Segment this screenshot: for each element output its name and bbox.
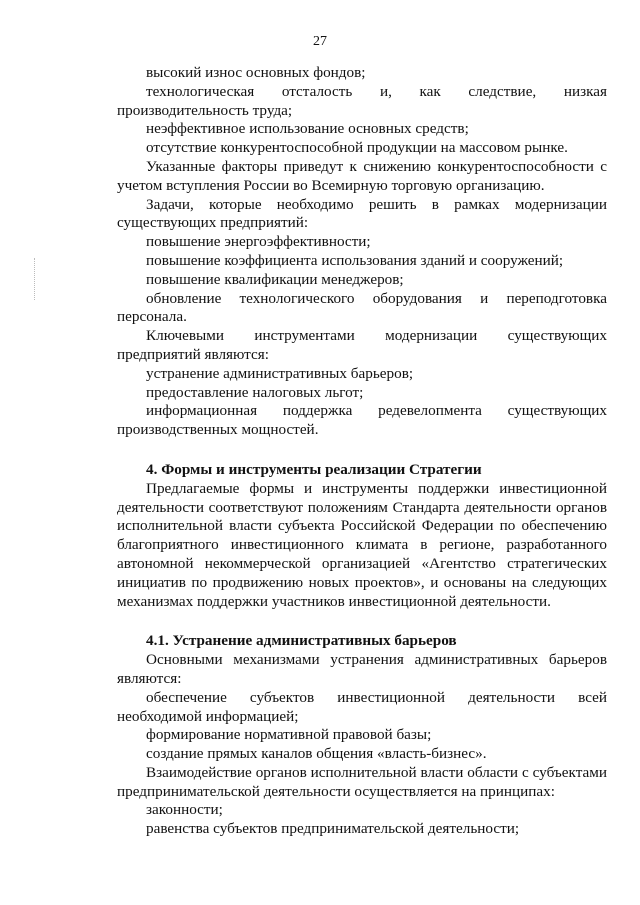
paragraph: Задачи, которые необходимо решить в рамках модернизации существующих предприятий:: [117, 195, 607, 232]
margin-mark: [34, 258, 36, 300]
list-item: предоставление налоговых льгот;: [146, 383, 364, 401]
list-item: повышение квалификации менеджеров;: [146, 270, 404, 288]
paragraph: Взаимодействие органов исполнительной власти области с субъектами предпринимательской деятельности осуществляется на принципах:: [117, 763, 607, 800]
list-item: повышение коэффициента использования зданий и сооружений;: [146, 251, 564, 269]
subsection-heading: 4.1. Устранение административных барьеров: [146, 632, 457, 650]
list-item: создание прямых каналов общения «власть-бизнес».: [146, 745, 487, 763]
document-body: [117, 64, 607, 839]
paragraph: Ключевыми инструментами модернизации существующих предприятий являются:: [117, 327, 607, 363]
list-item: законности;: [146, 801, 223, 819]
list-item: повышение энергоэффективности;: [146, 233, 371, 251]
page-number: 27: [313, 34, 327, 49]
list-item: высокий износ основных фондов;: [146, 64, 366, 81]
paragraph: Указанные факторы приведут к снижению конкурентоспособности с учетом вступления России во Всемирную торговую организацию.: [117, 157, 607, 194]
list-item: технологическая отсталость и, как следствие, низкая производительность труда;: [117, 82, 607, 119]
list-item: обновление технологического оборудования и переподготовка персонала.: [117, 289, 607, 326]
list-item: равенства субъектов предпринимательской деятельности;: [146, 820, 520, 838]
list-item: устранение административных барьеров;: [146, 364, 414, 382]
paragraph: Основными механизмами устранения административных барьеров являются:: [117, 651, 607, 687]
paragraph: Предлагаемые формы и инструменты поддержки инвестиционной деятельности соответствуют положениям Стандарта деятельности органов исполнительной власти субъекта Российской Федерации по обеспечению благоприятного инвестиционного климата в регионе, разработанного автономной некоммерческой организацией «Агентство стратегических инициатив по продвижению новых проектов», и основаны на следующих механизмах поддержки участников инвестиционной деятельности.: [117, 479, 607, 610]
list-item: отсутствие конкурентоспособной продукции на массовом рынке.: [146, 139, 568, 157]
list-item: неэффективное использование основных средств;: [146, 120, 469, 138]
list-item: информационная поддержка редевелопмента существующих производственных мощностей.: [117, 402, 607, 439]
list-item: формирование нормативной правовой базы;: [146, 726, 432, 744]
list-item: обеспечение субъектов инвестиционной деятельности всей необходимой информацией;: [117, 688, 607, 725]
section-heading: 4. Формы и инструменты реализации Стратегии: [146, 460, 482, 478]
